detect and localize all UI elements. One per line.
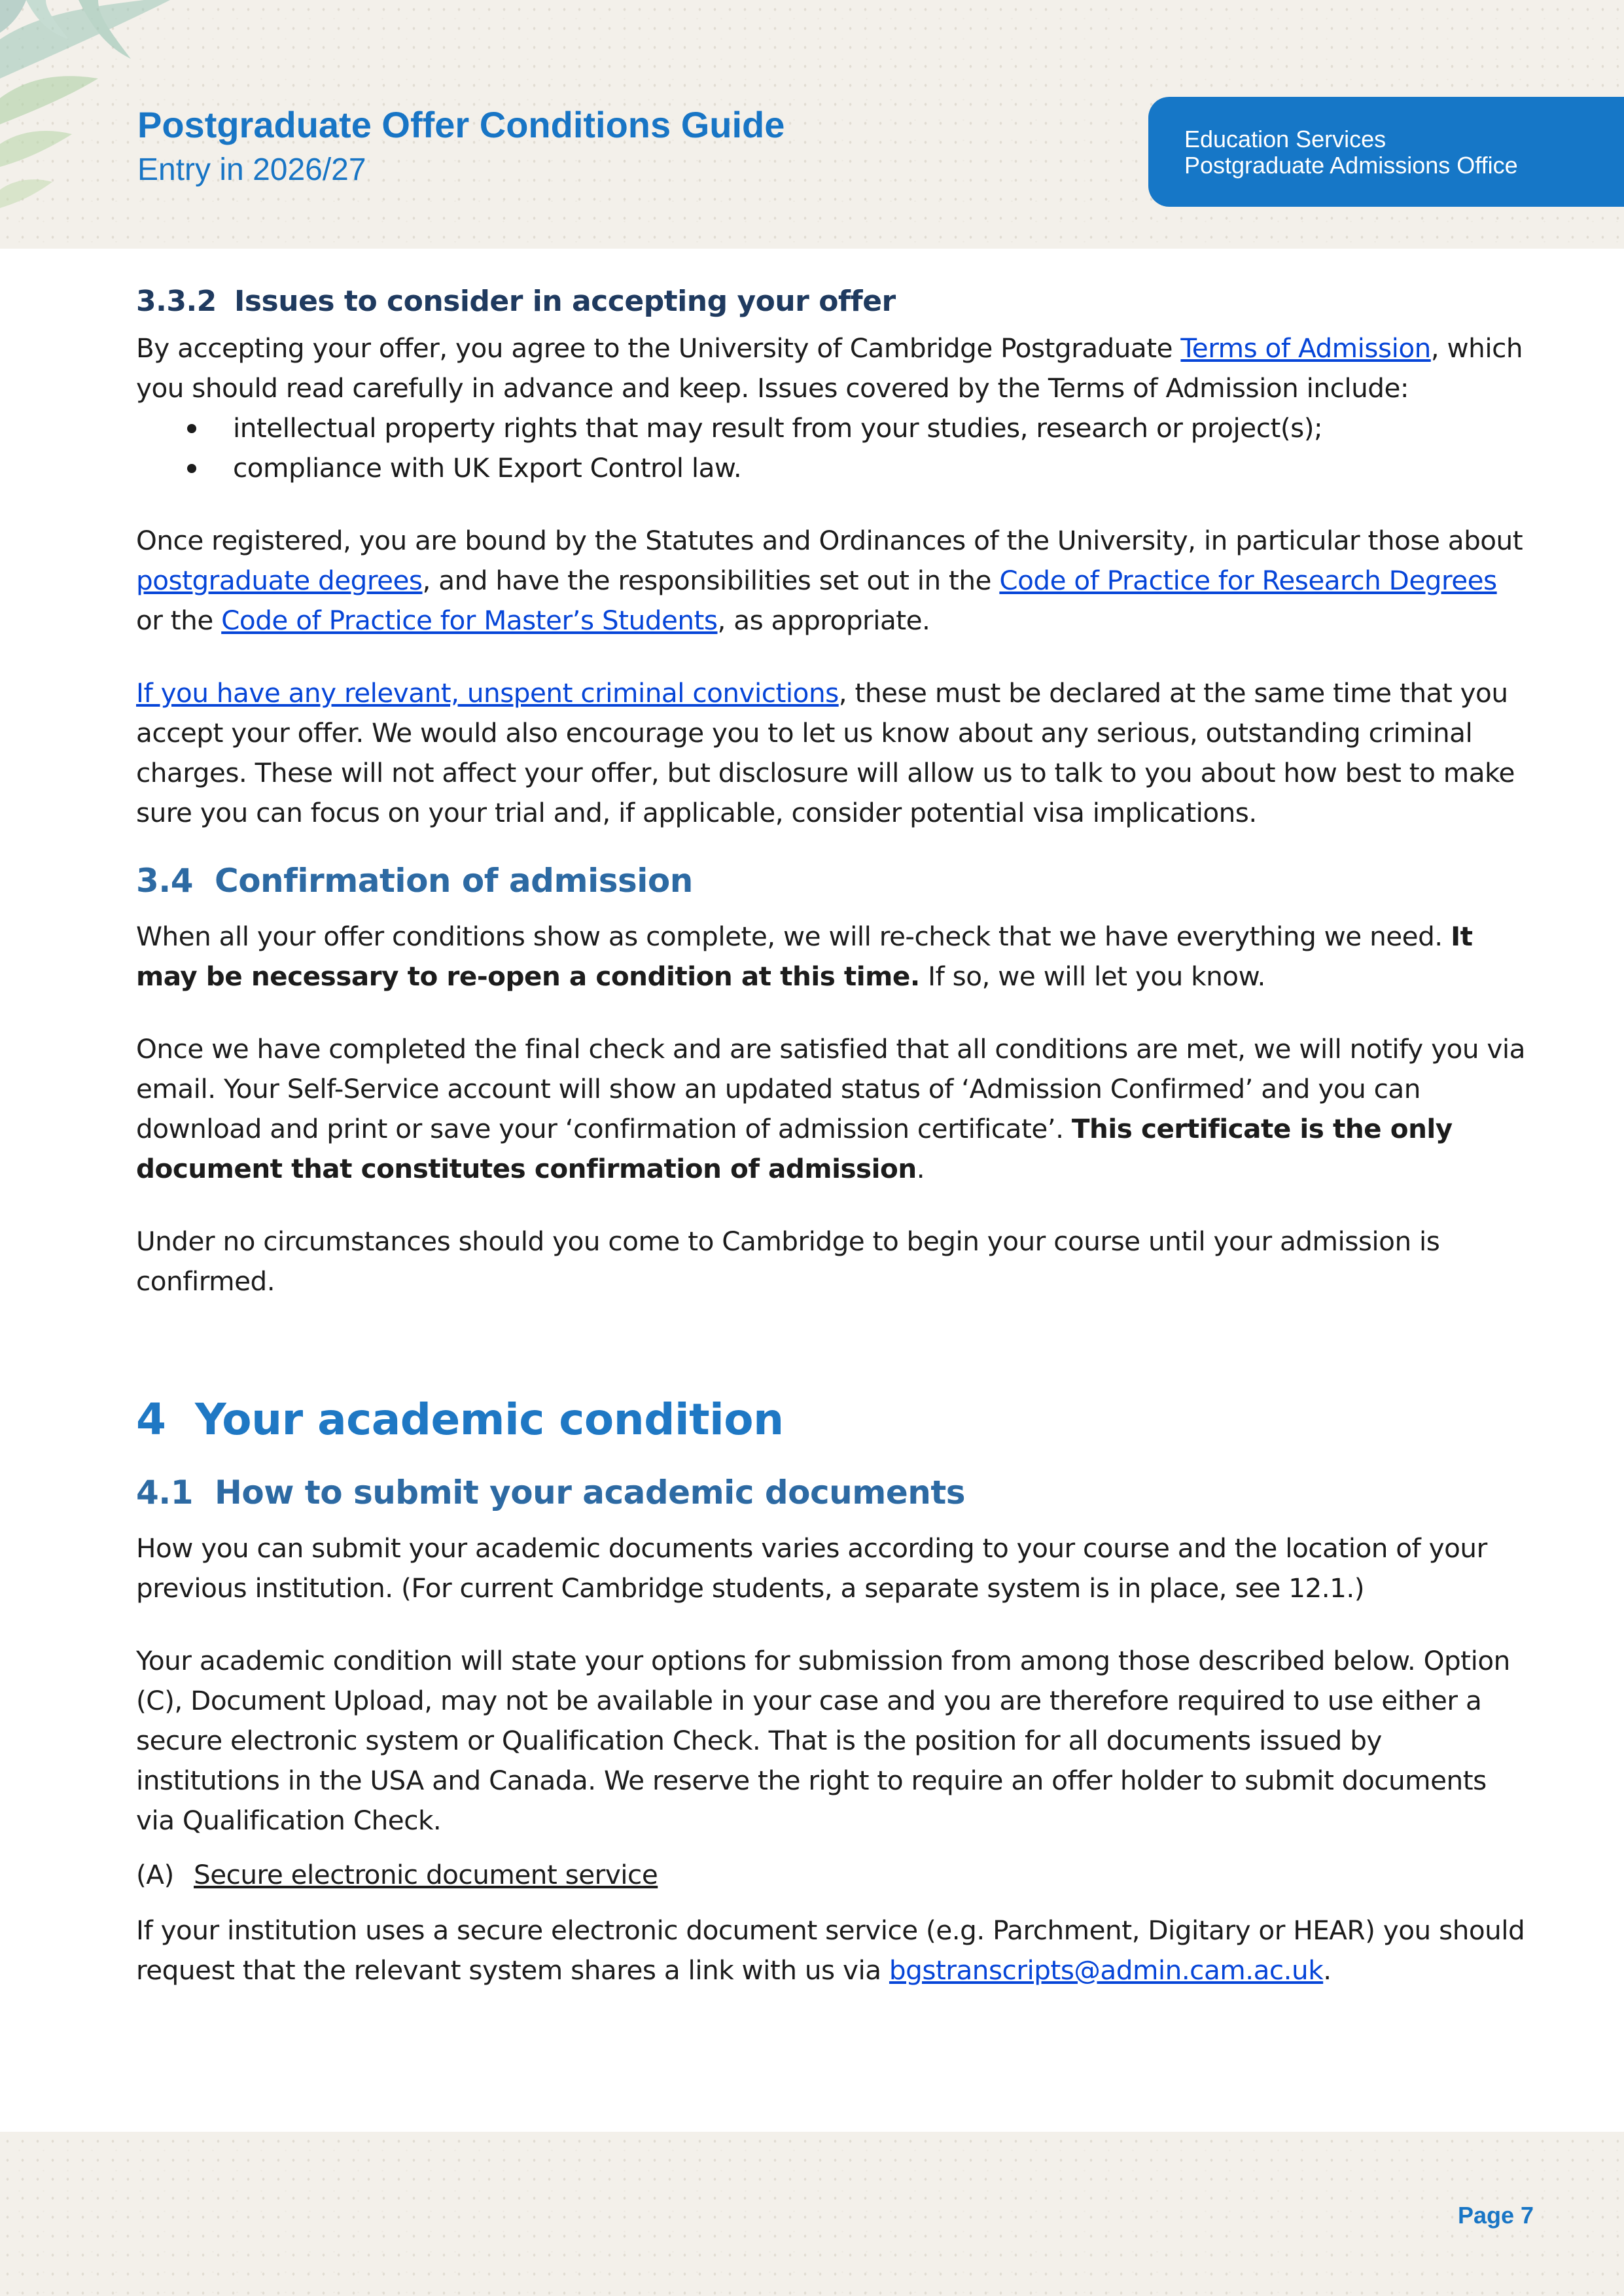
text: , these must be declared at the same time that you accept your offer. We would also encourage you to let us know about any serious, outstanding criminal charges. These will not affect your offer, but disclosure will allow us to talk to you about how best to make sure you can focus on your trial and, if applicable, consider potential visa implications. (136, 677, 1515, 828)
section-3-4-heading (136, 862, 1527, 900)
office-name: Postgraduate Admissions Office (1184, 152, 1518, 179)
text: , as appropriate. (717, 605, 930, 636)
section-number: 3.4 (136, 862, 194, 900)
bullet-list (136, 408, 1527, 488)
text: , and have the responsibilities set out in the (422, 565, 1000, 596)
text: or the (136, 605, 222, 636)
section-title: Issues to consider in accepting your offer (234, 285, 896, 318)
code-of-practice-research-link[interactable]: Code of Practice for Research Degrees (999, 565, 1497, 596)
text: If so, we will let you know. (919, 961, 1265, 992)
bold-text: It may be necessary to re-open a condition at this time. (136, 921, 1473, 992)
text: Once registered, you are bound by the Statutes and Ordinances of the University, in particular those about (136, 525, 1523, 556)
bold-text: This certificate is the only document that constitutes confirmation of admission (136, 1113, 1453, 1184)
page-content (136, 275, 1527, 1990)
text: When all your offer conditions show as complete, we will re-check that we have everything we need. (136, 921, 1451, 952)
terms-of-admission-link[interactable]: Terms of Admission (1180, 332, 1431, 364)
list-item-text: intellectual property rights that may result from your studies, research or project(s); (233, 412, 1323, 444)
chapter-4-heading (136, 1394, 1527, 1445)
option-title: Secure electronic document service (194, 1859, 658, 1890)
criminal-convictions-link[interactable]: If you have any relevant, unspent criminal convictions (136, 677, 839, 709)
paragraph (136, 328, 1527, 408)
bullet-icon (187, 424, 196, 433)
section-3-3-2-heading (136, 285, 1527, 318)
paragraph (136, 1911, 1527, 1990)
paragraph (136, 673, 1527, 833)
option-label: (A) (136, 1859, 174, 1890)
section-title: Your academic condition (195, 1394, 784, 1445)
section-4-1-heading (136, 1474, 1527, 1511)
text: By accepting your offer, you agree to the University of Cambridge Postgraduate (136, 332, 1181, 364)
code-of-practice-masters-link[interactable]: Code of Practice for Master’s Students (221, 605, 718, 636)
text: . (1323, 1954, 1332, 1986)
paragraph (136, 521, 1527, 641)
footer-band (0, 2132, 1624, 2296)
text: Once we have completed the final check and are satisfied that all conditions are met, we will notify you via email. Your Self-Service account will show an updated status of ‘Admission Confirmed’ and you can download and print or save your ‘confirmation of admission certificate’. (136, 1033, 1525, 1144)
option-a-heading (136, 1855, 1527, 1895)
section-title: Confirmation of admission (215, 862, 693, 900)
section-number: 3.3.2 (136, 285, 217, 318)
paragraph: How you can submit your academic documents varies according to your course and the location of your previous institution. (For current Cambridge students, a separate system is in place, see 12.1.) (136, 1532, 1487, 1604)
document-title: Postgraduate Offer Conditions Guide (137, 104, 785, 145)
paragraph: Under no circumstances should you come to Cambridge to begin your course until your admission is confirmed. (136, 1226, 1440, 1297)
paragraph (136, 917, 1527, 997)
department-tab (1148, 97, 1624, 207)
section-title: How to submit your academic documents (215, 1474, 966, 1511)
list-item (136, 448, 1527, 488)
postgraduate-degrees-link[interactable]: postgraduate degrees (136, 565, 423, 596)
department-name: Education Services (1184, 126, 1386, 152)
page-number: Page 7 (1458, 2202, 1534, 2229)
list-item-text: compliance with UK Export Control law. (233, 452, 742, 484)
section-number: 4 (136, 1394, 166, 1445)
paragraph: Your academic condition will state your options for submission from among those described below. Option (C), Document Upload, may not be available in your case and you are therefore required to use either a secure electronic system or Qualification Check. That is the position for all documents issued by institutions in the USA and Canada. We reserve the right to require an offer holder to submit documents via Qualification Check. (136, 1645, 1510, 1836)
email-link[interactable]: bgstranscripts@admin.cam.ac.uk (889, 1954, 1324, 1986)
paragraph (136, 1029, 1527, 1189)
text: If your institution uses a secure electronic document service (e.g. Parchment, Digitary or HEAR) you should request that the relevant system shares a link with us via (136, 1915, 1525, 1986)
list-item (136, 408, 1527, 448)
section-number: 4.1 (136, 1474, 194, 1511)
bullet-icon (187, 464, 196, 473)
text: . (916, 1153, 925, 1184)
text: , which you should read carefully in advance and keep. Issues covered by the Terms of Admission include: (136, 332, 1523, 404)
document-subtitle: Entry in 2026/27 (137, 152, 366, 187)
